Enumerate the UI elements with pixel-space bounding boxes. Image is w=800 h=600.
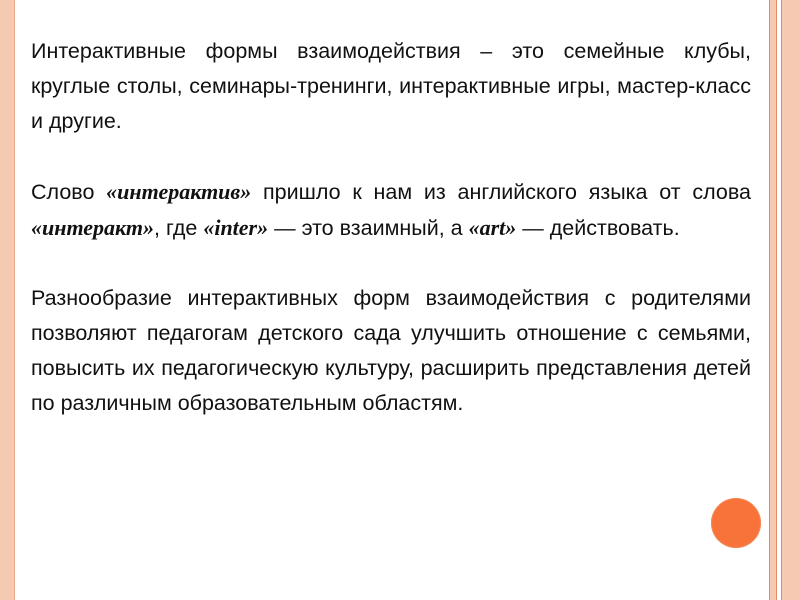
right-border-line-inner-right xyxy=(781,0,782,600)
paragraph-interactive-forms: Интерактивные формы взаимодействия – это семейные клубы, круглые столы, семинары-тренинги, интерактивные игры, мастер-класс и другие. xyxy=(31,39,751,133)
term-interaktiv: «интерактив» xyxy=(106,179,252,204)
term-interakt: «интеракт» xyxy=(31,215,155,240)
orange-circle-decoration xyxy=(711,498,761,548)
text-fragment: , где xyxy=(154,216,204,240)
right-border-line-outer xyxy=(769,0,770,600)
text-fragment: Слово xyxy=(31,180,107,204)
term-inter: «inter» xyxy=(203,215,269,240)
left-border-line xyxy=(14,0,15,600)
term-art: «art» xyxy=(468,215,517,240)
left-border-band xyxy=(0,0,14,600)
text-fragment: — это взаимный, а xyxy=(268,216,469,240)
right-border-band xyxy=(769,0,800,600)
text-fragment: — действовать. xyxy=(516,216,680,240)
slide-text-body xyxy=(31,34,751,421)
right-border-line-inner-left xyxy=(776,0,777,600)
text-fragment: пришло к нам из английского языка от слова xyxy=(251,180,751,204)
paragraph-variety-of-forms: Разнообразие интерактивных форм взаимодействия с родителями позволяют педагогам детского сада улучшить отношение с семьями, повысить их педагогическую культуру, расширить представления детей по различным образовательным областям. xyxy=(31,286,751,415)
paragraph-word-origin xyxy=(31,174,751,246)
